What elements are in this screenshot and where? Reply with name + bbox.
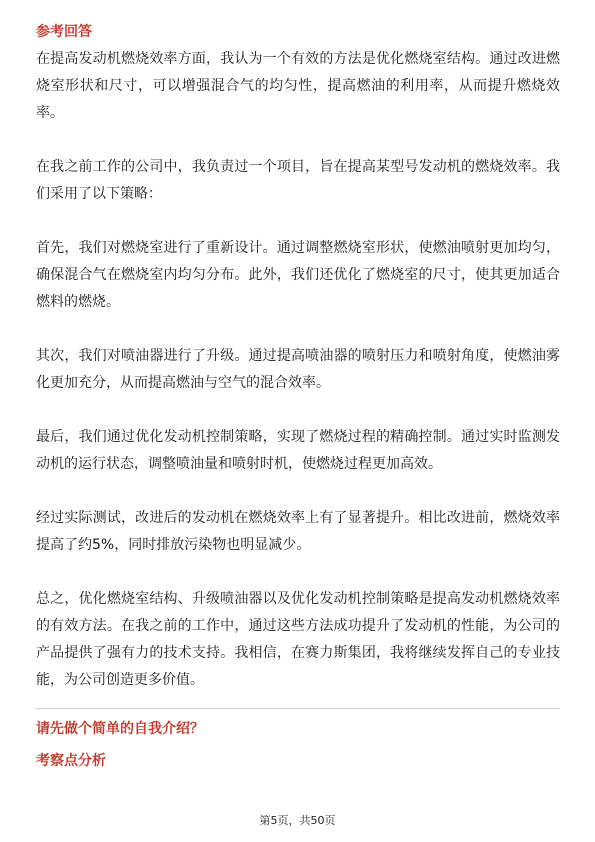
answer-paragraph-7: 总之，优化燃烧室结构、升级喷油器以及优化发动机控制策略是提高发动机燃烧效率的有效方法。在我之前的工作中，通过这些方法成功提升了发动机的性能，为公司的产品提供了强有力的技术支持。我相信，在赛力斯集团，我将继续发挥自己的专业技能，为公司创造更多价值。 — [36, 591, 560, 688]
answer-paragraph-5: 最后，我们通过优化发动机控制策略，实现了燃烧过程的精确控制。通过实时监测发动机的运行状态，调整喷油量和喷射时机，使燃烧过程更加高效。 — [36, 429, 560, 472]
section-divider — [36, 708, 560, 709]
question-heading: 请先做个简单的自我介绍？ — [36, 721, 204, 737]
answer-paragraph-3: 首先，我们对燃烧室进行了重新设计。通过调整燃烧室形状，使燃油喷射更加均匀，确保混合气在燃烧室内均匀分布。此外，我们还优化了燃烧室的尺寸，使其更加适合燃料的燃烧。 — [36, 240, 560, 310]
answer-paragraph-6: 经过实际测试，改进后的发动机在燃烧效率上有了显著提升。相比改进前，燃烧效率提高了约5%，同时排放污染物也明显减少。 — [36, 510, 560, 553]
answer-heading: 参考回答 — [36, 24, 92, 40]
answer-paragraph-4: 其次，我们对喷油器进行了升级。通过提高喷油器的喷射压力和喷射角度，使燃油雾化更加充分，从而提高燃油与空气的混合效率。 — [36, 348, 560, 391]
page-content — [36, 22, 560, 771]
answer-paragraph-2: 在我之前工作的公司中，我负责过一个项目，旨在提高某型号发动机的燃烧效率。我们采用了以下策略： — [36, 159, 560, 202]
page-number-footer: 第5页，共50页 — [259, 814, 336, 827]
answer-paragraph-1: 在提高发动机燃烧效率方面，我认为一个有效的方法是优化燃烧室结构。通过改进燃烧室形状和尺寸，可以增强混合气的均匀性，提高燃油的利用率，从而提升燃烧效率。 — [36, 51, 560, 121]
analysis-heading: 考察点分析 — [36, 753, 106, 769]
